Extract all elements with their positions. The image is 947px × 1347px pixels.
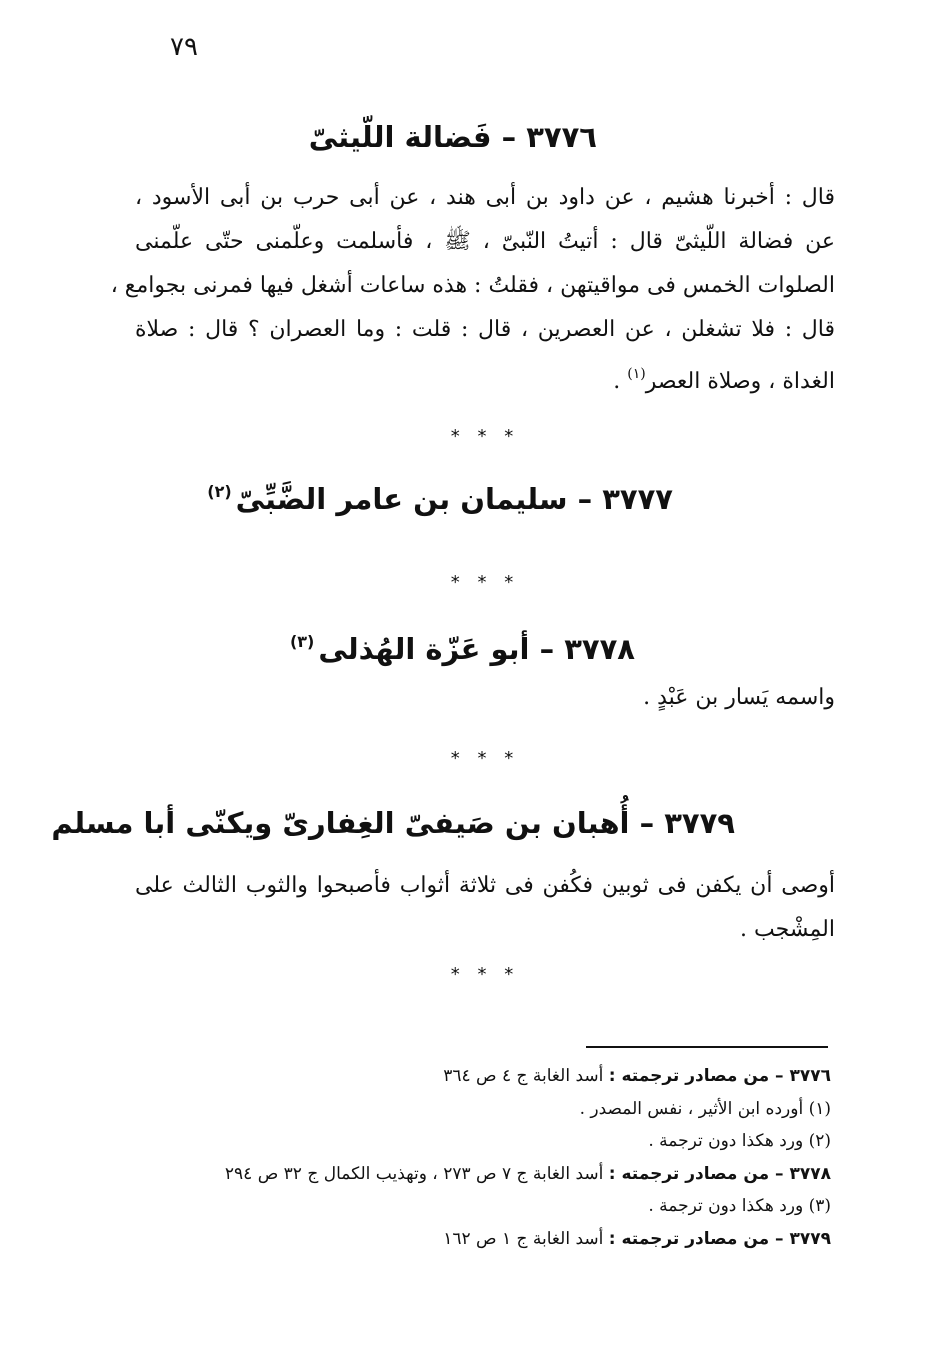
entry-heading-text: ٣٧٧٩ – أُهبان بن صَيفىّ الغِفارىّ ويكنّى أبا مسلم: [51, 806, 735, 840]
separator: * * *: [450, 572, 520, 593]
footnote-line: [131, 1158, 831, 1191]
entry-heading-3778: [290, 632, 635, 666]
body-line: واسمه يَسار بن عَبْدٍ .: [643, 685, 835, 710]
body-line: الصلوات الخمس فى مواقيتهن ، فقلتُ : هذه ساعات أشغل فيها فمرنى بجوامع ،: [110, 273, 835, 298]
body-line: المِشْجب .: [740, 917, 835, 942]
footnote-line: [131, 1125, 831, 1158]
separator: * * *: [450, 426, 520, 447]
footnote-line: [131, 1223, 831, 1256]
footnote-line: [131, 1190, 831, 1223]
footnote-bold: ٣٧٧٩ – من مصادر ترجمته :: [608, 1228, 831, 1249]
footnote-text: أسد الغابة ج ٤ ص ٣٦٤: [443, 1066, 609, 1086]
footnote-ref: (٢): [207, 482, 232, 501]
footnote-divider: [586, 1046, 828, 1048]
footnote-bold: ٣٧٧٦ – من مصادر ترجمته :: [608, 1066, 831, 1086]
entry-heading-text: ٣٧٧٨ – أبو عَزّة الهُذلى: [318, 632, 635, 666]
entry-body-3779: [135, 864, 835, 952]
footnote-line: [131, 1093, 831, 1126]
entry-heading-text: ٣٧٧٦ – فَضالة اللّيثىّ: [308, 120, 597, 154]
separator: * * *: [450, 748, 520, 769]
entry-heading-text: ٣٧٧٧ – سليمان بن عامر الضَّبِّىّ: [235, 482, 673, 516]
body-line: عن فضالة اللّيثىّ قال : أتيتُ النّبىّ ، ﷺ ، فأسلمت وعلّمنى حتّى علّمنى: [135, 229, 835, 254]
entry-heading-3776: [309, 120, 597, 154]
body-line: [135, 352, 835, 396]
body-line: قال : أخبرنا هشيم ، عن داود بن أبى هند ، عن أبى حرب بن أبى الأسود ،: [135, 185, 835, 210]
footnote-text: (٣) ورد هكذا دون ترجمة .: [648, 1196, 831, 1216]
footnotes: [131, 1060, 831, 1255]
page-number: ٧٩: [170, 32, 198, 62]
entry-body-3778: [135, 676, 835, 720]
footnote-text: (١) أورده ابن الأثير ، نفس المصدر .: [579, 1098, 831, 1119]
footnote-ref: (٣): [289, 632, 315, 651]
footnote-text: (٢) ورد هكذا دون ترجمة .: [648, 1131, 831, 1151]
separator: * * *: [450, 964, 520, 985]
footnote-ref: (١): [627, 366, 646, 382]
footnote-line: [131, 1060, 831, 1093]
body-line-end: .: [613, 369, 628, 394]
footnote-text: أسد الغابة ج ٧ ص ٢٧٣ ، وتهذيب الكمال ج ٣٢ ص ٢٩٤: [224, 1163, 609, 1184]
body-line: أوصى أن يكفن فى ثوبين فكُفن فى ثلاثة أثواب فأصبحوا والثوب الثالث على: [135, 873, 835, 898]
entry-heading-3779: [51, 806, 735, 840]
entry-heading-3777: [207, 482, 673, 516]
entry-body-3776: [110, 176, 835, 396]
body-line-text: الغداة ، وصلاة العصر: [645, 369, 835, 394]
footnote-text: أسد الغابة ج ١ ص ١٦٢: [443, 1228, 609, 1249]
footnote-bold: ٣٧٧٨ – من مصادر ترجمته :: [608, 1163, 831, 1184]
body-line: قال : فلا تشغلن ، عن العصرين ، قال : قلت : وما العصران ؟ قال : صلاة: [135, 317, 835, 342]
